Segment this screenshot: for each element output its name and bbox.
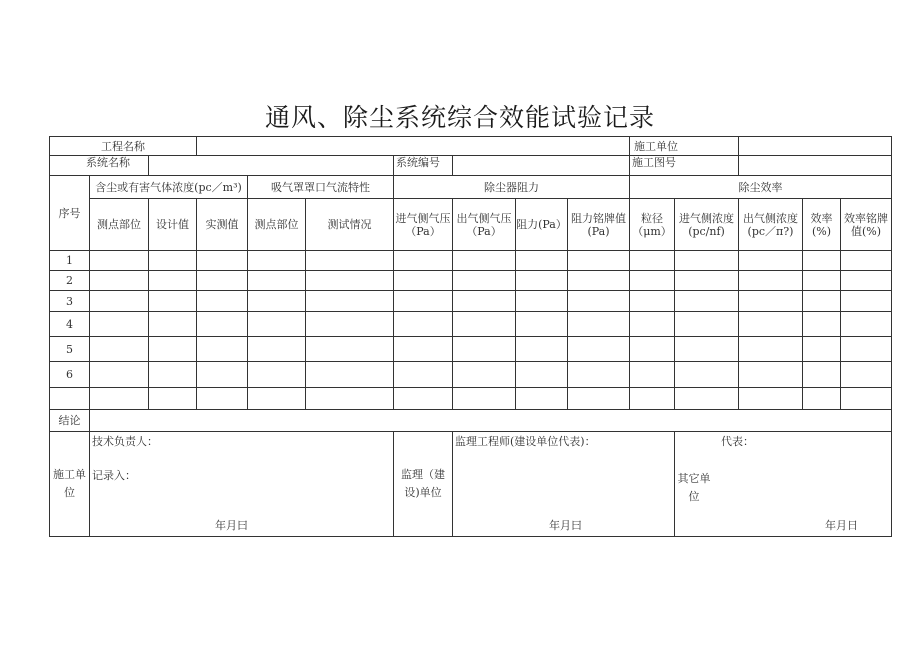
table-cell[interactable] [149, 271, 197, 291]
header-row-project [50, 137, 892, 156]
table-cell[interactable] [453, 251, 516, 271]
seq-header: 序号 [50, 176, 90, 251]
table-row [50, 337, 892, 362]
row-number: 2 [50, 271, 90, 291]
table-cell[interactable] [516, 388, 568, 410]
table-cell[interactable] [675, 388, 739, 410]
other-unit-label: 其它单位 [677, 472, 711, 503]
table-cell[interactable] [453, 362, 516, 388]
table-cell[interactable] [675, 291, 739, 312]
table-cell[interactable] [306, 312, 394, 337]
table-cell[interactable] [394, 362, 453, 388]
table-cell[interactable] [568, 251, 630, 271]
row-number: 4 [50, 312, 90, 337]
system-no-label: 系统编号 [394, 156, 453, 176]
row-number: 3 [50, 291, 90, 312]
table-cell[interactable] [630, 388, 675, 410]
col-efficiency: 效率(%) [803, 199, 841, 251]
system-name-value[interactable] [149, 156, 394, 176]
table-cell[interactable] [803, 291, 841, 312]
table-cell[interactable] [841, 251, 892, 271]
table-cell[interactable] [90, 291, 149, 312]
table-cell[interactable] [841, 291, 892, 312]
table-cell[interactable] [841, 337, 892, 362]
conclusion-label: 结论 [50, 410, 90, 432]
construction-unit-sign-label: 施工单位 [50, 432, 90, 537]
table-row [50, 362, 892, 388]
col-hood-point: 测点部位 [248, 199, 306, 251]
table-cell[interactable] [803, 388, 841, 410]
table-cell[interactable] [90, 271, 149, 291]
table-cell[interactable] [739, 388, 803, 410]
table-cell[interactable] [739, 312, 803, 337]
table-cell[interactable] [453, 337, 516, 362]
table-cell[interactable] [90, 362, 149, 388]
table-cell[interactable] [197, 271, 248, 291]
table-cell[interactable] [516, 337, 568, 362]
dust-concentration-header: 含尘或有害气体浓度(pc／m³) [90, 176, 248, 199]
collection-efficiency-header: 除尘效率 [630, 176, 892, 199]
table-cell[interactable] [394, 271, 453, 291]
table-cell[interactable] [197, 388, 248, 410]
signature-row [50, 432, 892, 537]
table-cell[interactable] [149, 291, 197, 312]
table-row [50, 271, 892, 291]
table-cell[interactable] [197, 251, 248, 271]
table-cell[interactable] [149, 388, 197, 410]
table-row [50, 312, 892, 337]
supervision-unit-label: 监理（建设)单位 [394, 432, 453, 537]
table-cell[interactable] [803, 362, 841, 388]
table-cell[interactable] [739, 291, 803, 312]
recorder-label: 记录入： [92, 469, 136, 482]
col-test-status: 测试情况 [306, 199, 394, 251]
table-cell[interactable] [841, 388, 892, 410]
table-cell[interactable] [630, 312, 675, 337]
table-cell[interactable] [453, 312, 516, 337]
table-cell[interactable] [90, 312, 149, 337]
table-cell[interactable] [248, 251, 306, 271]
table-cell[interactable] [394, 312, 453, 337]
project-name-value[interactable] [197, 137, 630, 156]
table-cell[interactable] [453, 271, 516, 291]
system-name-label: 系统名称 [50, 156, 149, 176]
table-cell[interactable] [803, 271, 841, 291]
table-cell[interactable] [90, 388, 149, 410]
table-cell[interactable] [453, 388, 516, 410]
table-cell[interactable] [630, 271, 675, 291]
table-row [50, 388, 892, 410]
table-cell[interactable] [306, 291, 394, 312]
table-cell[interactable] [568, 291, 630, 312]
table-row [50, 251, 892, 271]
col-efficiency-rated: 效率铭牌值(%) [841, 199, 892, 251]
conclusion-row [50, 410, 892, 432]
table-cell[interactable] [394, 388, 453, 410]
table-cell[interactable] [516, 312, 568, 337]
construction-unit-value[interactable] [739, 137, 892, 156]
table-cell[interactable] [453, 291, 516, 312]
table-row [50, 291, 892, 312]
table-cell[interactable] [90, 337, 149, 362]
table-cell[interactable] [841, 312, 892, 337]
col-actual-value: 实测值 [197, 199, 248, 251]
table-cell[interactable] [841, 362, 892, 388]
table-cell[interactable] [675, 337, 739, 362]
hood-airflow-header: 吸气罩罩口气流特性 [248, 176, 394, 199]
table-cell[interactable] [394, 291, 453, 312]
table-cell[interactable] [516, 251, 568, 271]
col-inlet-concentration: 进气侧浓度(pc/nf) [675, 199, 739, 251]
table-cell[interactable] [149, 251, 197, 271]
table-cell[interactable] [248, 388, 306, 410]
table-cell[interactable] [568, 337, 630, 362]
drawing-no-value[interactable] [739, 156, 892, 176]
table-cell[interactable] [568, 362, 630, 388]
table-cell[interactable] [149, 337, 197, 362]
group-header-row [50, 176, 892, 199]
table-cell[interactable] [630, 291, 675, 312]
table-cell[interactable] [675, 312, 739, 337]
row-number: 6 [50, 362, 90, 388]
table-cell[interactable] [675, 362, 739, 388]
col-design-value: 设计值 [149, 199, 197, 251]
table-cell[interactable] [248, 291, 306, 312]
table-cell[interactable] [630, 337, 675, 362]
col-inlet-pressure: 进气侧气压（Pa） [394, 199, 453, 251]
row-number: 1 [50, 251, 90, 271]
table-cell[interactable] [149, 362, 197, 388]
test-record-table [49, 136, 892, 537]
table-cell[interactable] [516, 271, 568, 291]
table-cell[interactable] [630, 251, 675, 271]
system-no-value[interactable] [453, 156, 630, 176]
table-cell[interactable] [516, 362, 568, 388]
table-cell[interactable] [306, 271, 394, 291]
table-cell[interactable] [568, 388, 630, 410]
page-title: 通风、除尘系统综合效能试验记录 [264, 103, 655, 132]
table-cell[interactable] [306, 388, 394, 410]
table-cell[interactable] [248, 362, 306, 388]
row-number: 5 [50, 337, 90, 362]
table-cell[interactable] [248, 271, 306, 291]
date-label-2: 年月曰 [549, 519, 582, 532]
table-cell[interactable] [803, 337, 841, 362]
table-cell[interactable] [90, 251, 149, 271]
table-cell[interactable] [394, 251, 453, 271]
table-cell[interactable] [394, 337, 453, 362]
table-cell[interactable] [739, 271, 803, 291]
tech-lead-label: 技术负责人： [92, 435, 158, 448]
table-cell[interactable] [675, 271, 739, 291]
construction-unit-label: 施工单位 [630, 137, 739, 156]
col-resistance: 阻力(Pa） [516, 199, 568, 251]
date-label-1: 年月曰 [215, 519, 248, 532]
construction-signature-box[interactable] [90, 432, 394, 537]
table-cell[interactable] [841, 271, 892, 291]
col-resistance-rated: 阻力铭牌值(Pa) [568, 199, 630, 251]
table-cell[interactable] [739, 362, 803, 388]
table-cell[interactable] [803, 312, 841, 337]
table-cell[interactable] [306, 362, 394, 388]
col-outlet-pressure: 出气侧气压（Pa） [453, 199, 516, 251]
other-unit-signature-box[interactable] [675, 432, 892, 537]
project-name-label: 工程名称 [50, 137, 197, 156]
col-outlet-concentration: 出气侧浓度(pc／π?) [739, 199, 803, 251]
table-cell[interactable] [803, 251, 841, 271]
col-measure-point: 测点部位 [90, 199, 149, 251]
collector-resistance-header: 除尘器阻力 [394, 176, 630, 199]
table-cell[interactable] [568, 312, 630, 337]
table-cell[interactable] [197, 291, 248, 312]
supervisor-label: 监理工程师(建设单位代表)： [455, 435, 596, 448]
table-cell[interactable] [630, 362, 675, 388]
table-cell[interactable] [248, 312, 306, 337]
representative-label: 代表： [721, 435, 755, 448]
conclusion-field[interactable] [90, 410, 892, 432]
table-cell[interactable] [197, 337, 248, 362]
sub-header-row [50, 199, 892, 251]
table-cell[interactable] [306, 337, 394, 362]
table-cell[interactable] [149, 312, 197, 337]
table-cell[interactable] [306, 251, 394, 271]
table-cell[interactable] [197, 362, 248, 388]
col-particle-size: 粒径（μm） [630, 199, 675, 251]
table-cell[interactable] [248, 337, 306, 362]
row-number [50, 388, 90, 410]
table-cell[interactable] [197, 312, 248, 337]
supervision-signature-box[interactable] [453, 432, 675, 537]
date-label-3: 年月日 [825, 519, 859, 532]
table-cell[interactable] [675, 251, 739, 271]
header-row-system [50, 156, 892, 176]
table-cell[interactable] [739, 337, 803, 362]
table-cell[interactable] [516, 291, 568, 312]
table-cell[interactable] [739, 251, 803, 271]
table-cell[interactable] [568, 271, 630, 291]
drawing-no-label: 施工图号 [630, 156, 739, 176]
